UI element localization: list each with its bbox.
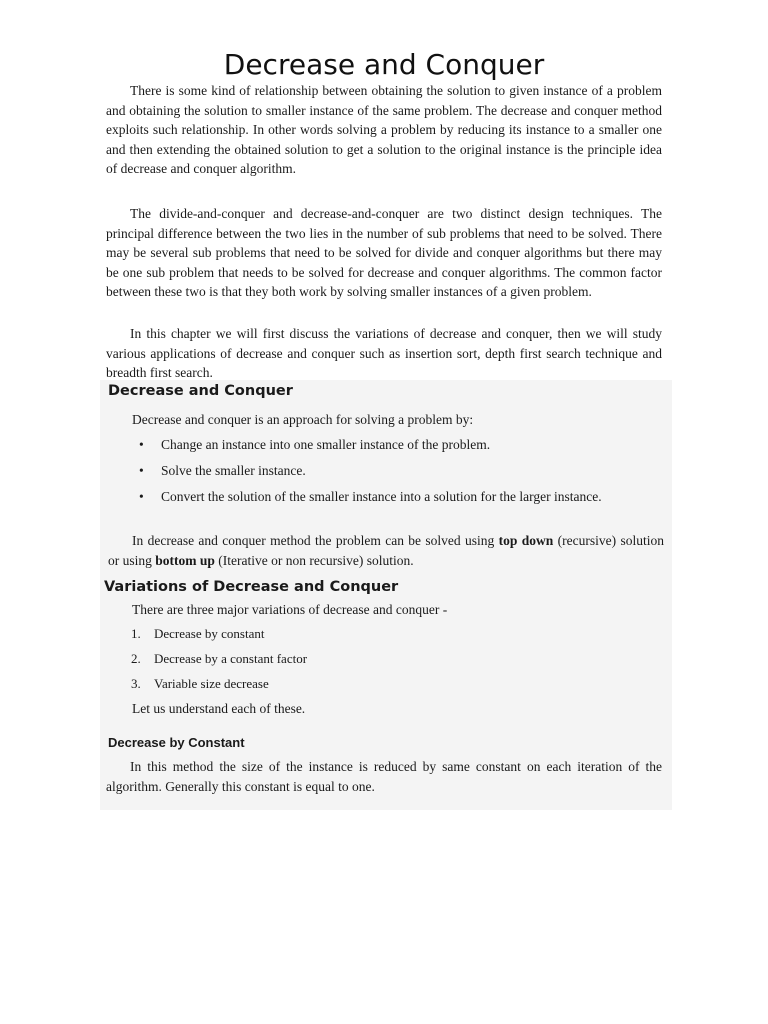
bullet-icon: • xyxy=(139,463,144,478)
bullet-item xyxy=(130,487,662,507)
method-text: In decrease and conquer method the problem can be solved using xyxy=(132,533,499,548)
section-heading-variations: Variations of Decrease and Conquer xyxy=(104,579,399,595)
bullet-icon: • xyxy=(139,437,144,452)
variations-closing-text: Let us understand each of these. xyxy=(132,701,306,716)
section-heading-decrease-and-conquer: Decrease and Conquer xyxy=(108,383,293,399)
keyword-top-down: top down xyxy=(498,533,554,548)
page-title: Decrease and Conquer xyxy=(223,48,545,81)
item-number: 2. xyxy=(131,651,141,666)
numbered-item xyxy=(131,625,264,643)
item-text: Decrease by a constant factor xyxy=(154,651,308,666)
variations-intro-text: There are three major variations of decrease and conquer - xyxy=(132,602,448,617)
item-text: Decrease by constant xyxy=(154,626,265,641)
section-intro-text: Decrease and conquer is an approach for solving a problem by: xyxy=(132,412,474,427)
method-paragraph xyxy=(108,531,664,570)
item-number: 1. xyxy=(131,626,141,641)
bullet-text: Convert the solution of the smaller instance into a solution for the larger instance. xyxy=(161,489,602,504)
numbered-item xyxy=(131,650,307,668)
intro-paragraph-3: In this chapter we will first discuss the variations of decrease and conquer, then we will study various applications of decrease and conquer such as insertion sort, depth first search technique and breadth first search. xyxy=(106,326,662,380)
intro-paragraph-1: There is some kind of relationship between obtaining the solution to given instance of a problem and obtaining the solution to smaller instance of the same problem. The decrease and conquer method exploits such relationship. In other words solving a problem by reducing its instance to a smaller one and then extending the obtained solution to get a solution to the original instance is the principle idea of decrease and conquer algorithm. xyxy=(106,83,662,176)
method-text: (Iterative or non recursive) solution. xyxy=(214,552,414,568)
method-text: (recursive) solution or using xyxy=(108,533,664,568)
decrease-by-constant-paragraph: In this method the size of the instance is reduced by same constant on each iteration of the algorithm. Generally this constant is equal to one. xyxy=(106,759,662,794)
keyword-bottom-up: bottom up xyxy=(155,552,215,568)
bullet-item xyxy=(130,435,662,454)
numbered-item xyxy=(131,675,269,693)
bullet-text: Change an instance into one smaller instance of the problem. xyxy=(161,437,491,452)
subsection-heading-decrease-by-constant: Decrease by Constant xyxy=(108,735,245,750)
bullet-icon: • xyxy=(139,489,144,504)
bullet-text: Solve the smaller instance. xyxy=(161,463,306,478)
intro-paragraph-2: The divide-and-conquer and decrease-and-conquer are two distinct design techniques. The principal difference between the two lies in the number of sub problems that need to be solved. There may be several sub problems that need to be solved for divide and conquer algorithms but there may be one sub problem that needs to be solved for decrease and conquer algorithms. The common factor between these two is that they both work by solving smaller instances of a given problem. xyxy=(106,206,662,299)
item-text: Variable size decrease xyxy=(154,676,269,691)
item-number: 3. xyxy=(131,676,141,691)
bullet-item xyxy=(130,461,662,480)
